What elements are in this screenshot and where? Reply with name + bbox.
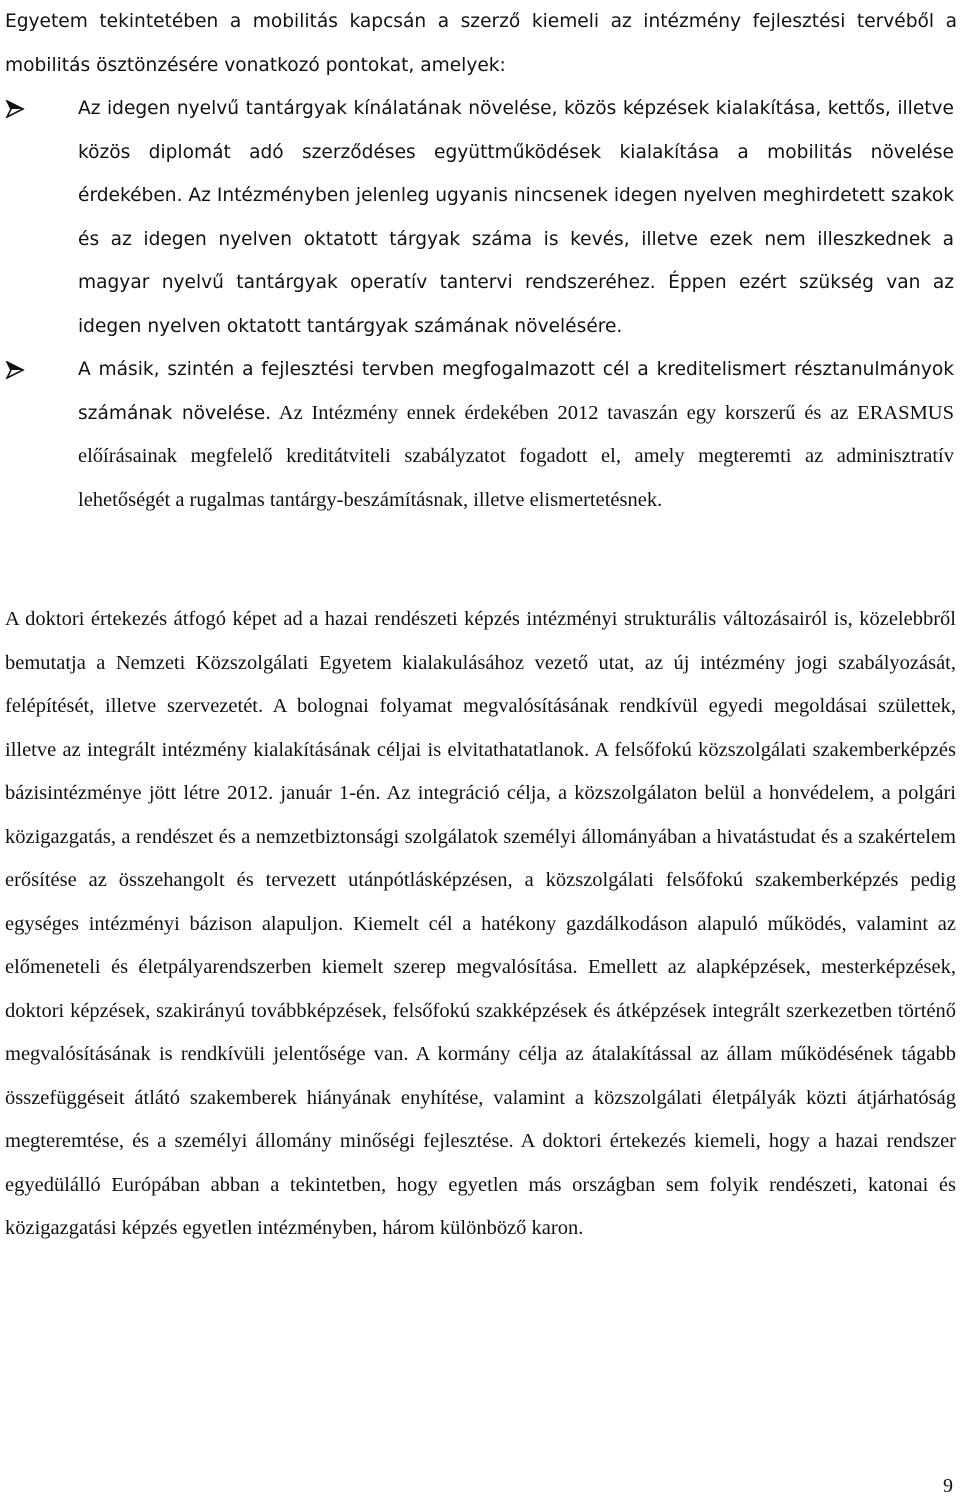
bullet-body-text: Az Intézmény ennek érdekében 2012 tavaszán egy korszerű és az ERASMUS előírásainak megfelelő kreditátviteli szabályzatot fogadott el, amely megteremti az adminisztratív lehetőségét a rugalmas tantárgy-beszámításnak, illetve elismertetésnek. [78, 401, 955, 511]
body-paragraph: A doktori értekezés átfogó képet ad a hazai rendészeti képzés intézményi strukturális változásairól is, közelebbről bemutatja a Nemzeti Közszolgálati Egyetem kialakulásához vezető utat, az új intézmény jogi szabályozását, felépítését, illetve szervezetét. A bolognai folyamat megvalósításának rendkívül egyedi megoldásai születtek, illetve az integrált intézmény kialakításának céljai is elvitathatatlanok. A felsőfokú közszolgálati szakemberképzés bázisintézménye jött létre 2012. január 1-én. Az integráció célja, a közszolgálaton belül a honvédelem, a polgári közigazgatás, a rendészet és a nemzetbiztonsági szolgálatok személyi állományában a hivatástudat és a szakértelem erősítése az összehangolt és tervezett utánpótlásképzésen, a közszolgálati felsőfokú szakemberképzés pedig egységes intézményi bázison alapuljon. Kiemelt cél a hatékony gazdálkodáson alapuló működés, valamint az előmeneteli és életpályarendszerben kiemelt szerep megvalósítása. Emellett az alapképzések, mesterképzések, doktori képzések, szakirányú továbbképzések, felsőfokú szakképzések és átképzések integrált szerkezetben történő megvalósításának is rendkívüli jelentősége van. A kormány célja az átalakítással az állam működésének tágabb összefüggéseit átlátó szakemberek hiányának enyhítése, valamint a közszolgálati életpályák közti átjárhatóság megteremtése, és a személyi állomány minőségi fejlesztése. A doktori értekezés kiemeli, hogy a hazai rendszer egyedülálló Európában abban a tekintetben, hogy egyetlen más országban sem folyik rendészeti, katonai és közigazgatási képzés egyetlen intézményben, három különböző karon. [5, 608, 956, 1239]
bullet-lead-text: A másik, szintén a fejlesztési tervben megfogalmazott cél a kreditelismert résztanulmányok számának növelése. [78, 359, 954, 424]
arrowhead-bullet-icon [5, 348, 29, 391]
bullet-body-text: Az Intézményben jelenleg ugyanis nincsenek idegen nyelven meghirdetett szakok és az idegen nyelven oktatott tárgyak száma is kevés, illetve ezek nem illeszkednek a magyar nyelvű tantárgyak operatív tantervi rendszeréhez. Éppen ezért szükség van az idegen nyelven oktatott tantárgyak számának növelésére. [78, 185, 954, 337]
bullet-list [0, 87, 960, 522]
intro-paragraph: Egyetem tekintetében a mobilitás kapcsán a szerző kiemeli az intézmény fejlesztési tervéből a mobilitás ösztönzésére vonatkozó pontokat, amelyek: [5, 11, 957, 76]
bullet-item [0, 348, 954, 522]
bullet-item [0, 87, 954, 348]
page-number: 9 [943, 1475, 953, 1497]
arrowhead-bullet-icon [5, 87, 29, 130]
bullet-lead-text: Az idegen nyelvű tantárgyak kínálatának növelése, közös képzések kialakítása, kettős, illetve közös diplomát adó szerződéses együttműködések kialakítása a mobilitás növelése érdekében. [78, 98, 954, 206]
